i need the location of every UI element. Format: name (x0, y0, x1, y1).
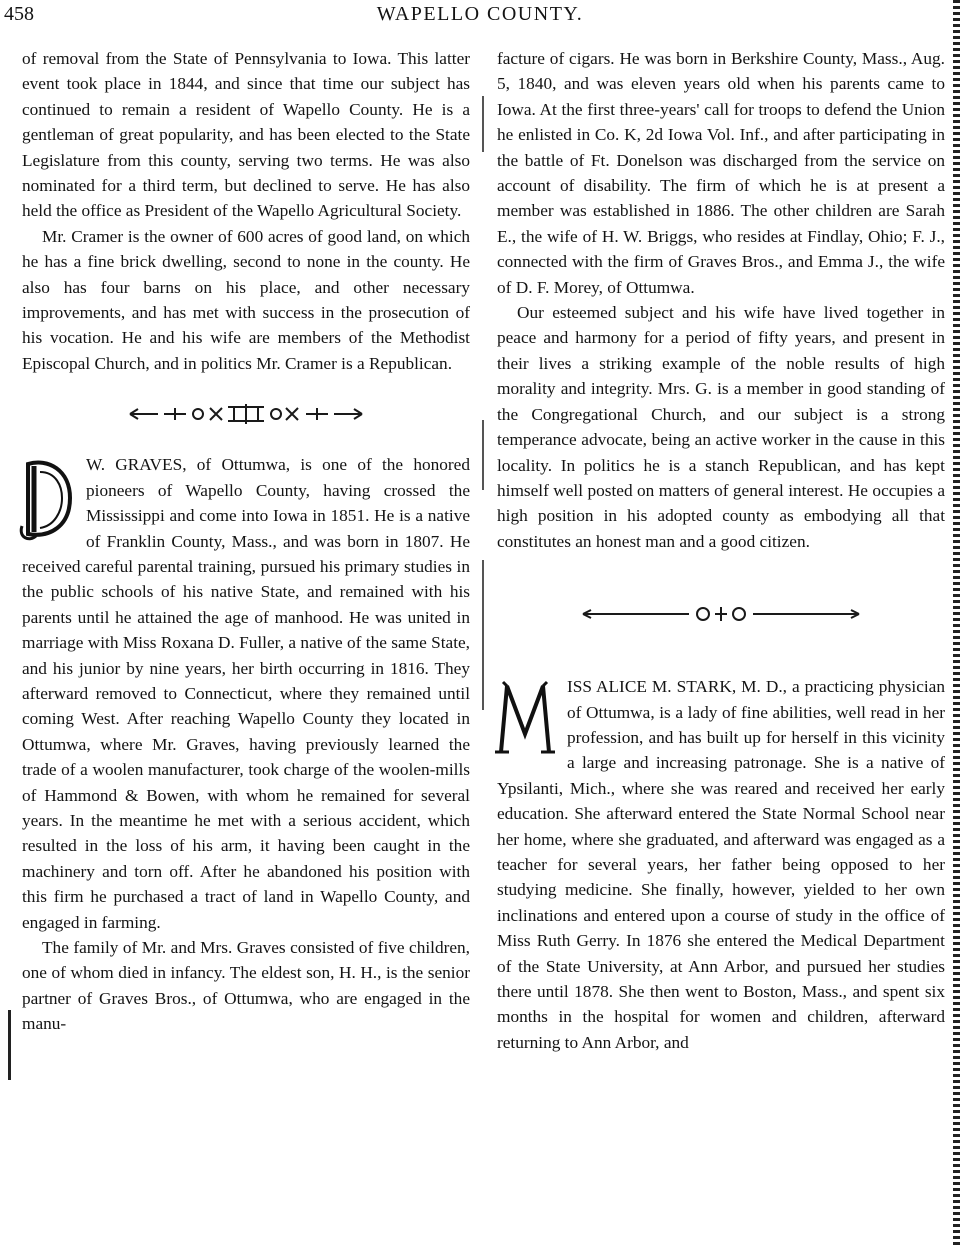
left-margin-mark (8, 1010, 11, 1080)
column-rule-lower (482, 560, 484, 710)
graves-biography-text: W. GRAVES, of Ottumwa, is one of the honored pioneers of Wapello County, having crossed the Mississippi and come into Iowa in 1851. He is a native of Franklin County, Mass., and was born in 1807. He received careful parental training, pursued his primary studies in the public schools of his native State, and remained with his parents until he attained the age of manhood. He was united in marriage with Miss Roxana D. Fuller, a native of the same State, and his junior by nine years, her birth occurring in 1816. They afterward removed to Connecticut, where they remained until coming West. After reaching Wapello County they located in Ottumwa, where Mr. Graves, having previously learned the trade of a woolen manufacturer, took charge of the woolen-mills of Hammond & Bowen, with whom he remained for several years. In the meantime he met with a serious accident, which resulted in the loss of his arm, it having been caught in the machinery and torn off. After he abandoned his position with this firm he purchased a tract of land in Wapello County, and engaged in farming. (22, 455, 470, 932)
dropcap-M (493, 678, 557, 760)
graves-son-paragraph: facture of cigars. He was born in Berkshire County, Mass., Aug. 5, 1840, and was eleven years old when his parents came to Iowa. At the first three-years' call for troops to defend the Union he enlisted in Co. K, 2d Iowa Vol. Inf., and after participating in the battle of Ft. Donelson was discharged from the service on account of disability. The firm of which he is at present a member was established in 1886. The other children are Sarah E., the wife of H. W. Briggs, who resides at Findlay, Ohio; F. J., connected with the firm of Graves Bros., and Emma J., the wife of D. F. Morey, of Ottumwa. (497, 49, 945, 297)
running-head-title: WAPELLO COUNTY. (376, 3, 584, 25)
graves-character-paragraph: Our esteemed subject and his wife have lived together in peace and harmony for a period of fifty years, and present in their lives a striking example of the noble results of high morality and integrity. Mrs. G. is a member in good standing of the Congregational Church, and our subject is a strong temperance advocate, being an active worker in the cause in this locality. In politics he is a stanch Republican, and has kept himself well posted on matters of general interest. He occupies a high position in his adopted county as embodying all that constitutes an honest man and a good citizen. (497, 303, 945, 551)
stark-biography (497, 674, 945, 1055)
page-edge-binding (953, 0, 960, 1246)
svg-text:D: D (47, 506, 48, 508)
ornament-flourish-icon (126, 402, 366, 426)
section-divider-ornament-2 (497, 554, 945, 674)
svg-text:M: M (523, 724, 524, 726)
section-divider-ornament (22, 376, 470, 452)
stark-biography-text: ISS ALICE M. STARK, M. D., a practicing physician of Ottumwa, is a lady of fine abilities, well read in her profession, and has built up for herself in this vicinity a large and increasing patronage. She is a native of Ypsilanti, Mich., where she was reared and received her early education. She afterward entered the State Normal School near her home, where she graduated, and afterward was engaged as a teacher for several years, her father being opposed to her studying medicine. She finally, however, yielded to her own inclinations and entered upon a course of study in the office of Miss Ruth Gerry. In 1876 she entered the Medical Department of the State University, at Ann Arbor, and pursued her studies there until 1878. She then went to Boston, Mass., and spent six months in the hospital for women and children, afterward returning to Ann Arbor, and (497, 677, 945, 1052)
ornament-scroll-icon (581, 602, 861, 626)
cramer-land-paragraph: Mr. Cramer is the owner of 600 acres of good land, on which he has a fine brick dwelling, second to none in the county. He also has four barns on his place, and other necessary improvements, and has met with success in the prosecution of his vocation. He and his wife are members of the Methodist Episcopal Church, and in politics Mr. Cramer is a Republican. (22, 226, 470, 373)
cramer-paragraph-end: of removal from the State of Pennsylvania to Iowa. This latter event took place in 1844, and since that time our subject has continued to remain a resident of Wapello County. He is a gentleman of great popularity, and has been elected to the State Legislature from this county, serving two terms. He was also nominated for a third term, but declined to serve. He has also held the office as President of the Wapello Agricultural Society. (22, 49, 470, 221)
column-rule-middle (482, 420, 484, 490)
left-column (22, 46, 470, 1037)
graves-biography (22, 452, 470, 935)
graves-family-paragraph: The family of Mr. and Mrs. Graves consisted of five children, one of whom died in infancy. The eldest son, H. H., is the senior partner of Graves Bros., of Ottumwa, who are engaged in the manu- (22, 938, 470, 1034)
right-column (497, 46, 945, 1055)
dropcap-D (18, 456, 76, 542)
page-number: 458 (4, 3, 34, 25)
page-header (0, 0, 960, 30)
column-rule-top (482, 96, 484, 152)
